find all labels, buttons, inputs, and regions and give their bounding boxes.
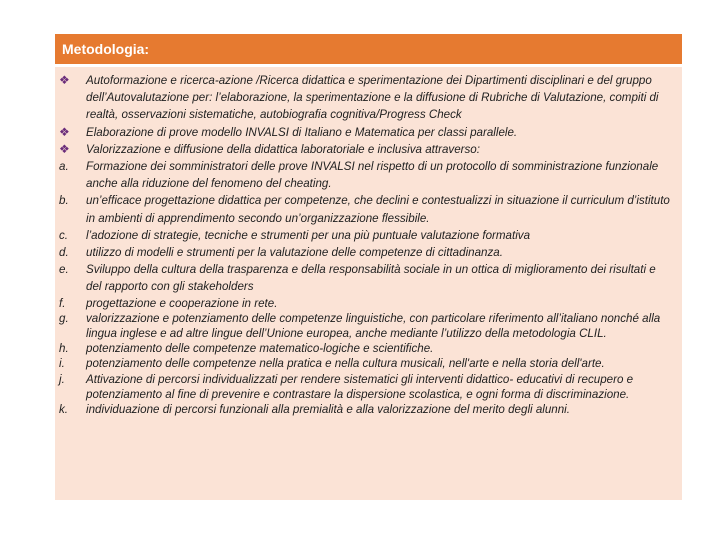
diamond-bullet-icon: ❖ [59,124,70,139]
list-item [59,296,674,311]
list-item [59,227,674,244]
list-item [59,192,674,226]
bullet-text: Valorizzazione e diffusione della didattica laboratoriale e inclusiva attraverso: [86,142,480,156]
bullet-text: Elaborazione di prove modello INVALSI di Italiano e Matematica per classi parallele. [86,125,518,139]
item-text: valorizzazione e potenziamento delle competenze linguistiche, con particolare riferimento all’italiano nonché alla lingua inglese e ad altre lingue dell’Unione europea, anche mediante l’utilizzo della metodologia CLIL. [86,311,661,341]
bullet-item [59,72,674,124]
item-marker: b. [59,194,69,208]
item-text: individuazione di percorsi funzionali alla premialità e alla valorizzazione del merito degli alunni. [86,403,570,417]
item-text: Formazione dei somministratori delle prove INVALSI nel rispetto di un protocollo di somministrazione funzionale anche alla riduzione del fenomeno del cheating. [86,160,659,191]
item-text: potenziamento delle competenze matematico-logiche e scientifiche. [86,342,434,356]
item-text: Attivazione di percorsi individualizzati per rendere sistematici gli interventi didattico- educativi di recupero e potenziamento al fine di prevenire e contrastare la dispersione scolastica, e ogni forma di discriminazione. [86,372,634,401]
methodology-panel [55,34,682,500]
list-item [59,341,674,356]
item-text: Sviluppo della cultura della trasparenza e della responsabilità sociale in un ottica di miglioramento dei risultati e del rapporto con gli stakeholders [86,263,656,294]
item-marker: j. [59,372,65,386]
list-item [59,244,674,261]
list-item [59,356,674,371]
item-marker: a. [59,160,69,174]
item-marker: i. [59,357,65,371]
list-item [59,372,674,402]
item-marker: c. [59,228,69,242]
panel-title: Metodologia: [55,34,682,64]
item-text: un’efficace progettazione didattica per competenze, che declini e contestualizzi in situazione il curriculum d’istituto in ambienti di apprendimento secondo un’organizzazione flessibile. [86,194,670,225]
item-text: utilizzo di modelli e strumenti per la valutazione delle competenze di cittadinanza. [86,246,503,260]
diamond-bullet-icon: ❖ [59,141,70,156]
bullet-item [59,141,674,158]
methodology-list [55,67,682,417]
item-marker: f. [59,296,66,310]
diamond-bullet-icon: ❖ [59,73,70,87]
item-marker: e. [59,263,69,277]
list-item [59,261,674,295]
item-marker: d. [59,246,69,260]
list-item [59,402,674,417]
item-text: progettazione e cooperazione in rete. [86,296,278,310]
item-text: potenziamento delle competenze nella pratica e nella cultura musicali, nell'arte e nella storia dell'arte. [86,357,605,371]
bullet-item [59,124,674,141]
list-item [59,158,674,192]
item-marker: h. [59,342,69,356]
item-text: l’adozione di strategie, tecniche e strumenti per una più puntuale valutazione formativa [86,228,531,242]
list-item [59,311,674,341]
item-marker: k. [59,403,69,417]
bullet-text: Autoformazione e ricerca-azione /Ricerca didattica e sperimentazione dei Dipartimenti disciplinari e del gruppo dell’Autovalutazione per: l’elaborazione, la sperimentazione e la diffusione di Rubriche di Valutazione, compiti di realtà, osservazioni sistematiche, autobiografia cognitiva/Progress Check [86,74,659,122]
item-marker: g. [59,311,69,325]
